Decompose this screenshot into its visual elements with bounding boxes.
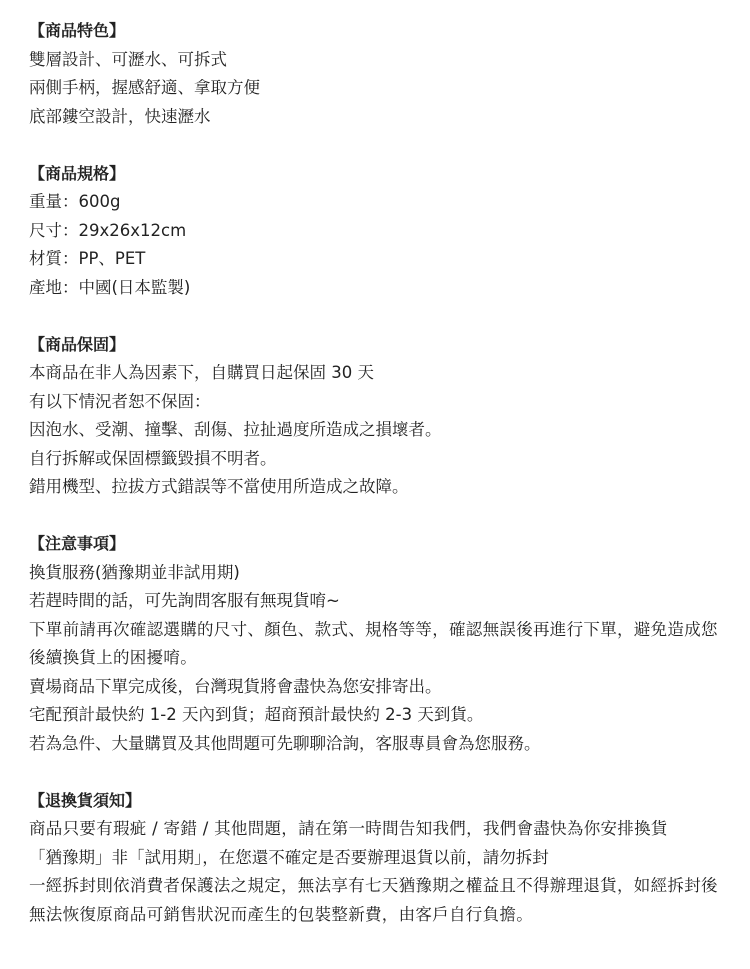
warranty-line: 錯用機型、拉拔方式錯誤等不當使用所造成之故障。	[29, 477, 409, 496]
note-line: 下單前請再次確認選購的尺寸、顏色、款式、規格等等，確認無誤後再進行下單，避免造成您後續換貨上的困擾唷。	[29, 619, 718, 667]
note-line: 換貨服務(猶豫期並非試用期)	[29, 562, 240, 582]
note-line: 若為急件、大量購買及其他問題可先聊聊洽詢，客服專員會為您服務。	[29, 733, 541, 753]
section-specs	[29, 160, 734, 303]
section-warranty	[29, 331, 734, 502]
warranty-line: 本商品在非人為因素下，自購買日起保固 30 天	[29, 363, 374, 382]
feature-line: 兩側手柄，握感舒適、拿取方便	[29, 78, 260, 97]
section-heading: 【商品保固】	[29, 334, 126, 354]
return-line: 一經拆封則依消費者保護法之規定，無法享有七天猶豫期之權益且不得辦理退貨，如經拆封後無法恢復原商品可銷售狀況而產生的包裝整新費，由客戶自行負擔。	[29, 876, 718, 924]
spec-line: 產地：中國(日本監製)	[29, 277, 191, 297]
note-line: 賣場商品下單完成後，台灣現貨將會盡快為您安排寄出。	[29, 676, 442, 696]
section-features	[29, 17, 734, 131]
note-line: 宅配預計最快約 1-2 天內到貨；超商預計最快約 2-3 天到貨。	[29, 705, 484, 724]
section-heading: 【退換貨須知】	[29, 790, 142, 810]
spec-line: 重量：600g	[29, 192, 121, 211]
note-line: 若趕時間的話，可先詢問客服有無現貨唷~	[29, 591, 340, 610]
spec-line: 尺寸：29x26x12cm	[29, 220, 187, 240]
warranty-line: 因泡水、受潮、撞擊、刮傷、拉扯過度所造成之損壞者。	[29, 420, 442, 439]
section-notes	[29, 530, 734, 758]
feature-line: 底部鏤空設計，快速瀝水	[29, 106, 211, 126]
section-heading: 【商品特色】	[29, 21, 126, 40]
return-line: 商品只要有瑕疵 / 寄錯 / 其他問題，請在第一時間告知我們，我們會盡快為你安排換貨	[29, 819, 668, 838]
feature-line: 雙層設計、可瀝水、可拆式	[29, 49, 227, 69]
section-heading: 【注意事項】	[29, 534, 126, 553]
return-line: 「猶豫期」非「試用期」，在您還不確定是否要辦理退貨以前，請勿拆封	[29, 847, 549, 867]
warranty-line: 有以下情況者恕不保固：	[29, 391, 211, 411]
section-returns	[29, 787, 734, 930]
section-heading: 【商品規格】	[29, 163, 126, 183]
spec-line: 材質：PP、PET	[29, 249, 146, 268]
warranty-line: 自行拆解或保固標籤毀損不明者。	[29, 448, 277, 468]
